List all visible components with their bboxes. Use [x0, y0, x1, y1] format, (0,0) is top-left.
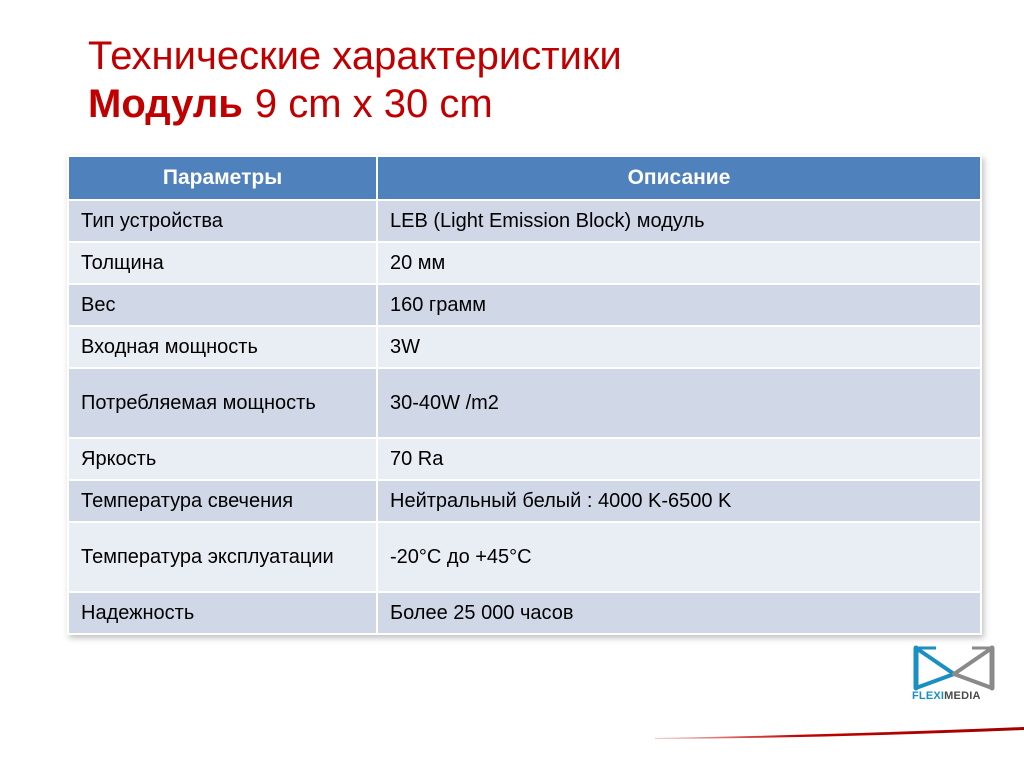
param-cell: Толщина [68, 242, 377, 284]
value-cell: Более 25 000 часов [377, 592, 981, 634]
param-cell: Температура свечения [68, 480, 377, 522]
table-row [68, 368, 981, 438]
header-parameters: Параметры [68, 156, 377, 200]
logo-text-flexi: FLEXI [912, 690, 945, 702]
table-row [68, 242, 981, 284]
param-cell: Температура эксплуатации [68, 522, 377, 592]
table-row [68, 326, 981, 368]
header-description: Описание [377, 156, 981, 200]
value-cell: 20 мм [377, 242, 981, 284]
table-row [68, 200, 981, 242]
table-row [68, 522, 981, 592]
title-line-2 [88, 80, 988, 128]
param-cell: Вес [68, 284, 377, 326]
value-cell: Нейтральный белый : 4000 K-6500 K [377, 480, 981, 522]
param-cell: Яркость [68, 438, 377, 480]
param-cell: Потребляемая мощность [68, 368, 377, 438]
slide-title [88, 32, 988, 128]
param-cell: Надежность [68, 592, 377, 634]
param-cell: Тип устройства [68, 200, 377, 242]
specifications-table [67, 155, 982, 635]
fleximedia-logo-text [912, 690, 981, 702]
value-cell: -20°C до +45°C [377, 522, 981, 592]
title-module-label: Модуль [88, 82, 243, 126]
table-header-row [68, 156, 981, 200]
logo-text-media: MEDIA [944, 690, 981, 702]
table-row [68, 438, 981, 480]
param-cell: Входная мощность [68, 326, 377, 368]
title-module-size: 9 cm x 30 cm [254, 82, 493, 126]
table-row [68, 592, 981, 634]
decorative-swoosh-line [650, 725, 1024, 745]
value-cell: 30-40W /m2 [377, 368, 981, 438]
value-cell: 3W [377, 326, 981, 368]
table-row [68, 284, 981, 326]
title-line-1: Технические характеристики [88, 34, 622, 78]
value-cell: 70 Ra [377, 438, 981, 480]
value-cell: LEB (Light Emission Block) модуль [377, 200, 981, 242]
value-cell: 160 грамм [377, 284, 981, 326]
table-row [68, 480, 981, 522]
